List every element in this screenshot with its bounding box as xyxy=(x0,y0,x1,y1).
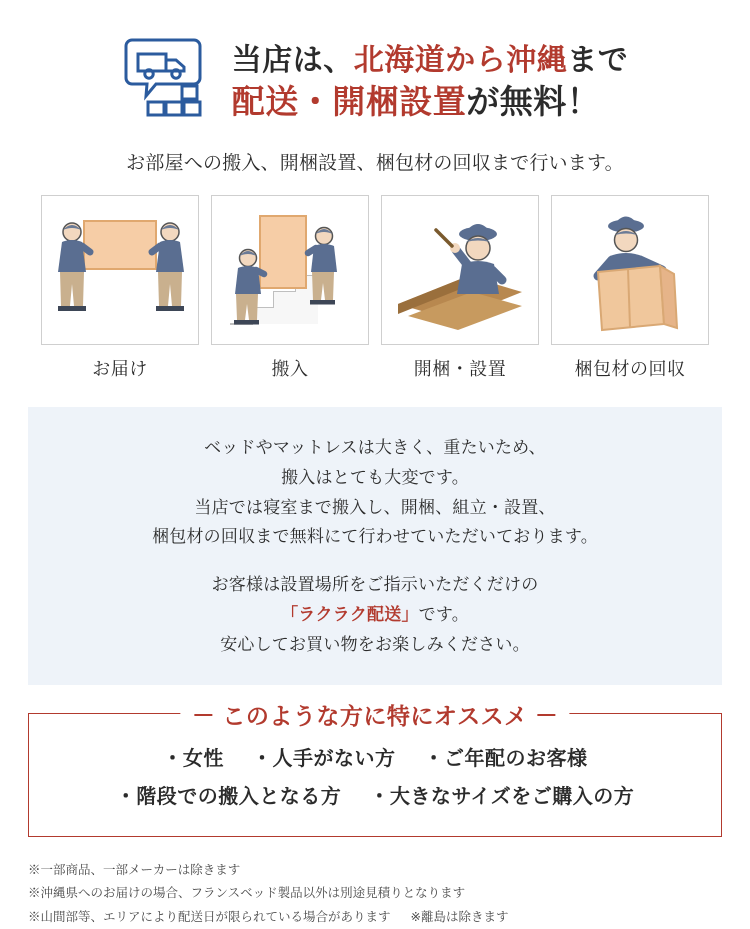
headline-free-suffix: が無料！ xyxy=(466,83,601,121)
step-packaging-collection-label: 梱包材の回収 xyxy=(574,359,686,379)
title-dash-left-icon xyxy=(194,714,212,716)
recommendation-item-2: ・人手がない方 xyxy=(252,748,396,771)
description-panel xyxy=(28,407,722,685)
steps-row xyxy=(0,195,750,381)
description-line-7: 安心してお買い物をお楽しみください。 xyxy=(220,634,530,654)
delivery-truck-icon xyxy=(122,34,218,130)
headline-line-1 xyxy=(232,42,629,80)
footnote-2: ※沖縄県へのお届けの場合、フランスベッド製品以外は別途見積りとなります xyxy=(28,886,466,901)
recommendation-item-1: ・女性 xyxy=(162,748,224,771)
step-delivery-illustration xyxy=(41,195,199,345)
step-assembly-illustration xyxy=(381,195,539,345)
paragraph-spacer xyxy=(38,552,712,570)
step-packaging-collection-illustration xyxy=(551,195,709,345)
recommendation-title xyxy=(180,698,569,731)
recommendation-row-2 xyxy=(39,778,711,816)
headline-prefix: 当店は、 xyxy=(231,43,354,77)
step-carry-in-label: 搬入 xyxy=(271,359,309,379)
description-line-1: ベッドやマットレスは大きく、重たいため、 xyxy=(204,438,546,457)
footnote-1: ※一部商品、一部メーカーは除きます xyxy=(28,863,241,878)
step-delivery xyxy=(41,195,199,381)
step-packaging-collection xyxy=(551,195,709,381)
raku-raku-delivery-term: 「ラクラク配送」 xyxy=(281,604,419,624)
step-assembly xyxy=(381,195,539,381)
subheadline: お部屋への搬入、開梱設置、梱包材の回収まで行います。 xyxy=(126,153,624,174)
worker-collecting-cardboard-icon xyxy=(552,196,708,344)
recommendation-item-3: ・ご年配のお客様 xyxy=(423,748,588,771)
headline-accent-service: 配送・開梱設置 xyxy=(231,83,467,121)
header xyxy=(0,0,750,130)
description-line-2: 搬入はとても大変です。 xyxy=(281,467,469,487)
description-line-5: お客様は設置場所をご指示いただくだけの xyxy=(211,575,539,594)
two-movers-carrying-mattress-icon xyxy=(42,196,198,344)
recommendation-box xyxy=(28,703,722,837)
recommendation-row-1 xyxy=(39,740,711,778)
footnote-row-3 xyxy=(28,906,722,929)
footnote-3: ※山間部等、エリアにより配送日が限られている場合があります xyxy=(28,909,391,924)
step-carry-in-illustration xyxy=(211,195,369,345)
step-assembly-label: 開梱・設置 xyxy=(413,359,507,379)
footnotes xyxy=(28,859,722,928)
recommendation-item-4: ・階段での搬入となる方 xyxy=(115,786,342,809)
description-line-4: 梱包材の回収まで無料にて行わせていただいております。 xyxy=(152,527,598,547)
recommendation-item-5: ・大きなサイズをご購入の方 xyxy=(369,786,635,809)
headline-suffix: まで xyxy=(567,43,629,77)
headline-line-2 xyxy=(232,81,629,122)
step-carry-in xyxy=(211,195,369,381)
worker-assembling-bed-frame-icon xyxy=(382,196,538,344)
headline xyxy=(232,42,629,123)
footnote-4: ※離島は除きます xyxy=(410,909,509,924)
raku-raku-delivery-suffix: です。 xyxy=(418,604,469,624)
headline-accent-region: 北海道から沖縄 xyxy=(353,43,568,77)
description-line-6 xyxy=(38,600,712,630)
step-delivery-label: お届け xyxy=(92,359,148,379)
movers-carrying-up-stairs-icon xyxy=(212,196,368,344)
description-line-3: 当店では寝室まで搬入し、開梱、組立・設置、 xyxy=(194,497,556,517)
recommendation-title-text: このような方に特にオススメ xyxy=(222,703,528,730)
title-dash-right-icon xyxy=(538,714,556,716)
